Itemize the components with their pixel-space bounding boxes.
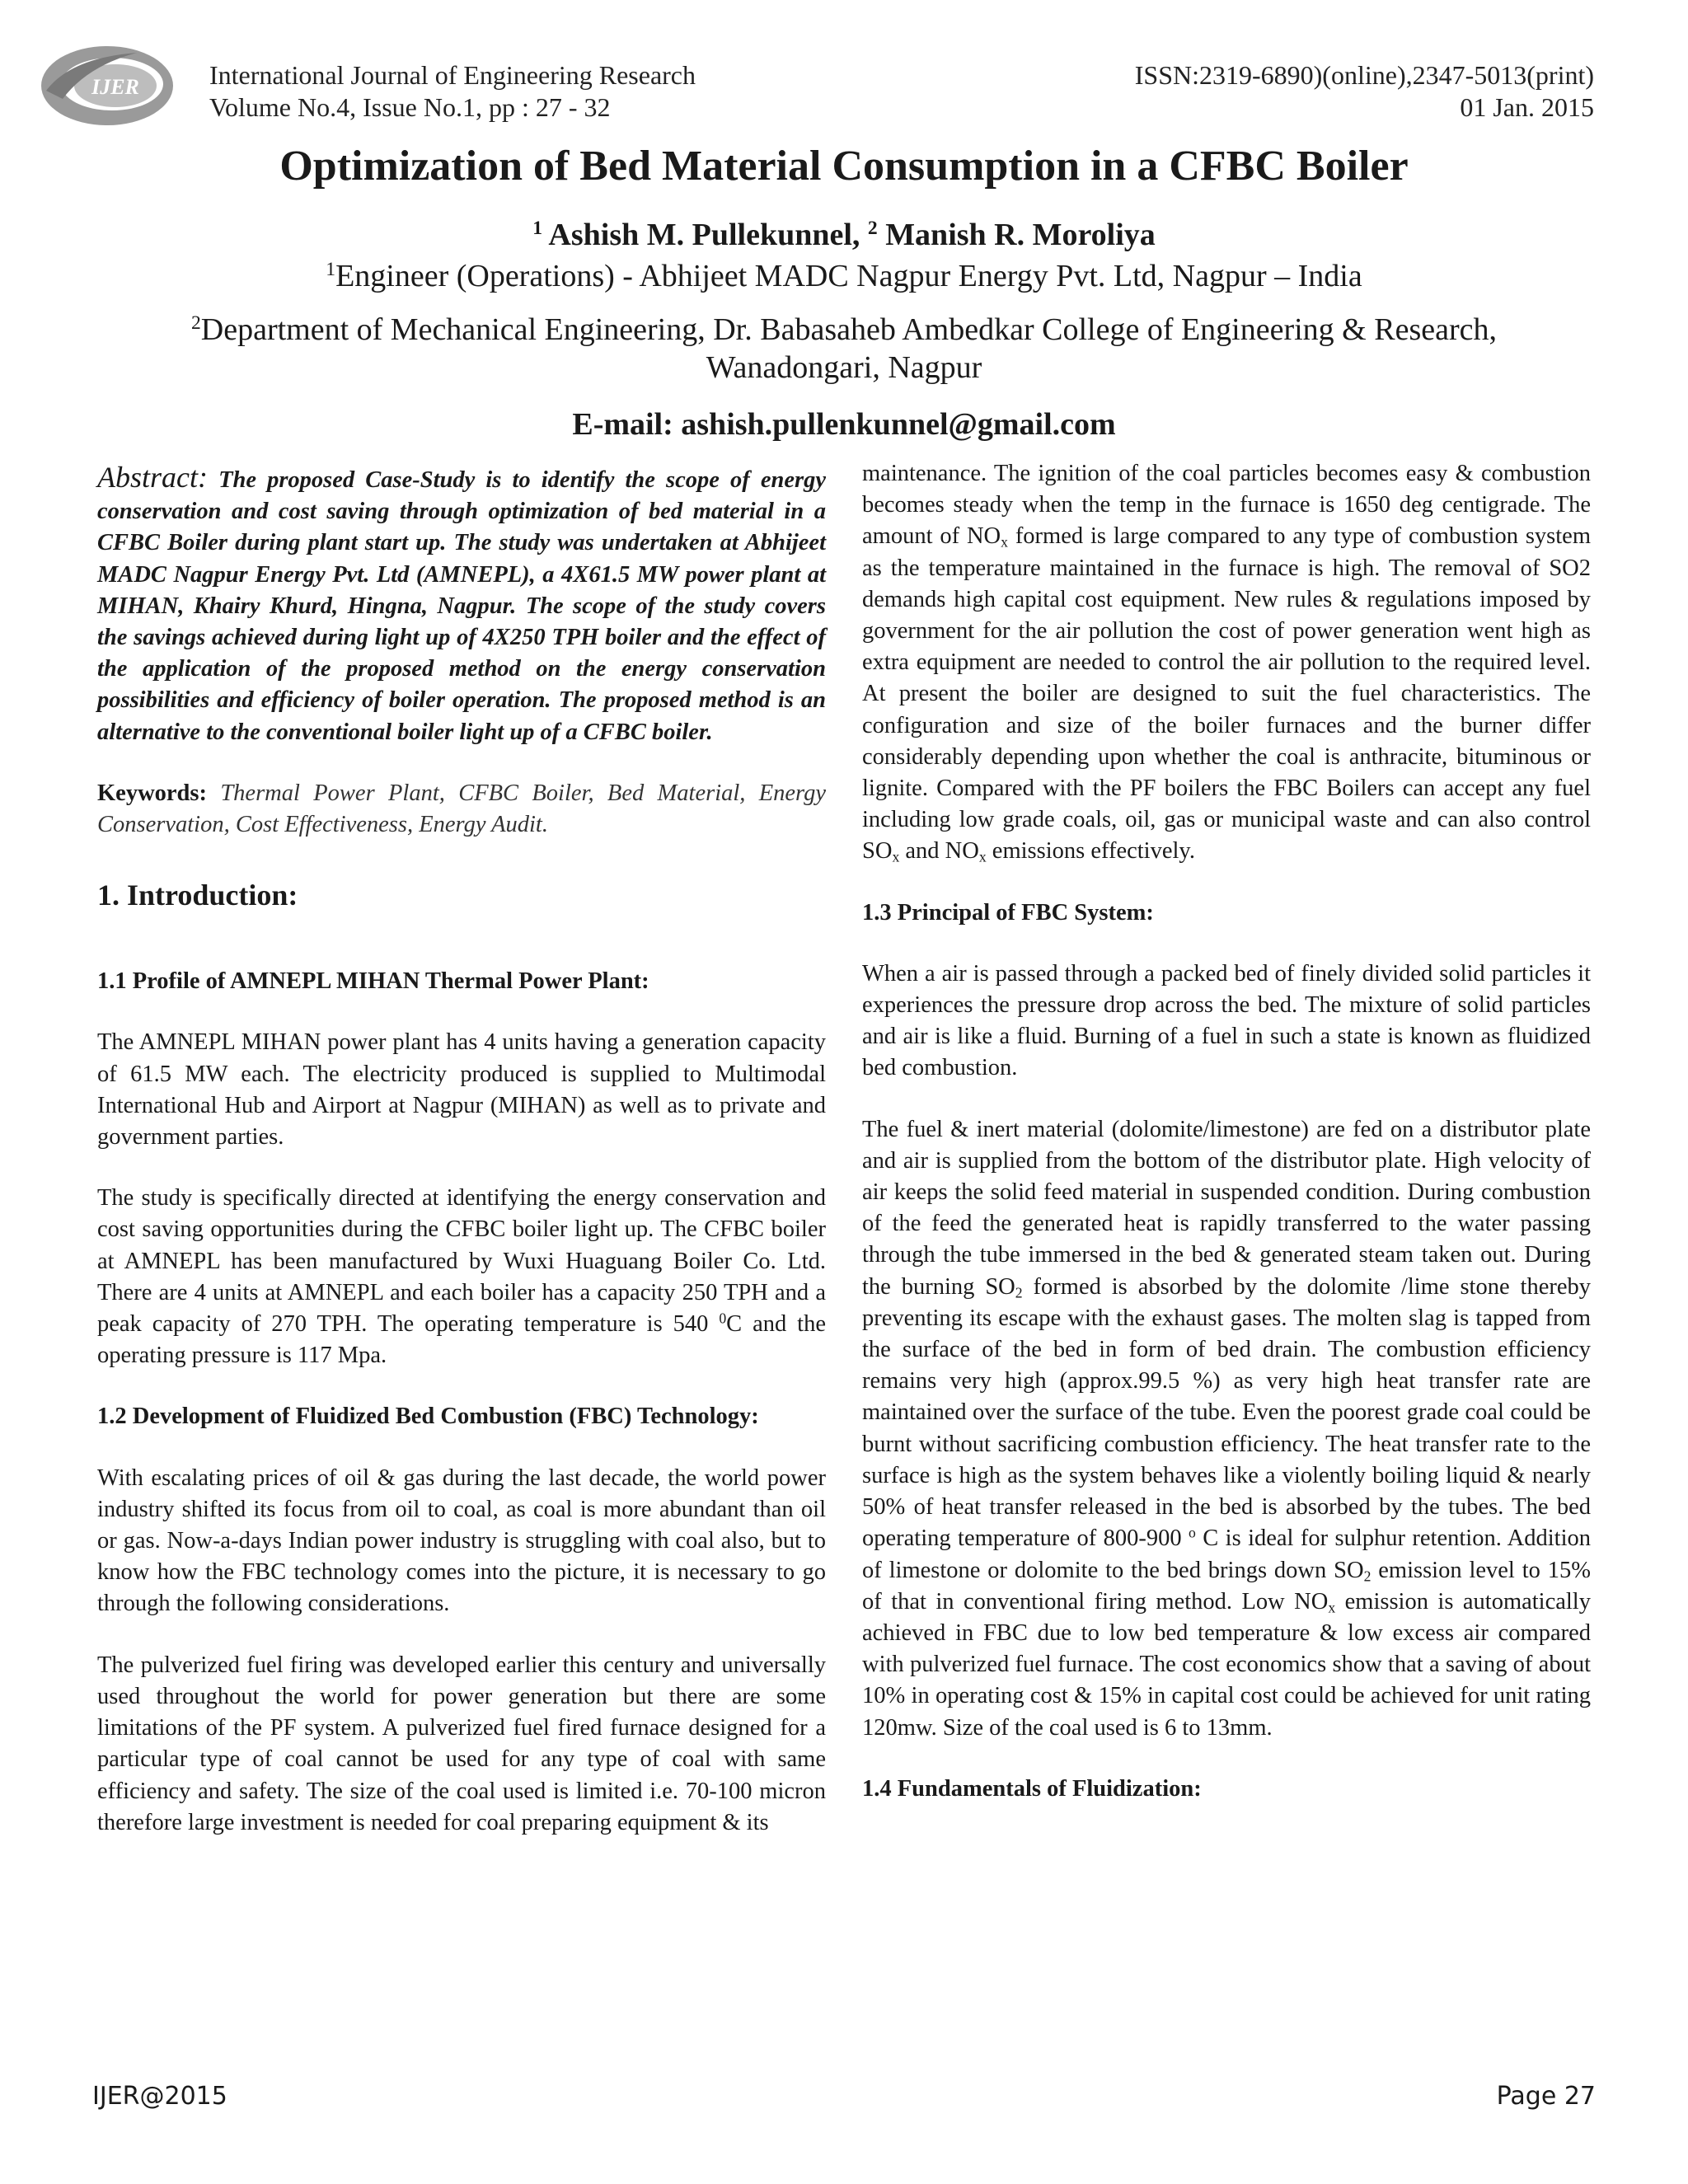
author-1: Ashish M. Pullekunnel, [542, 218, 868, 252]
paragraph-text: and NO [899, 838, 979, 865]
right-column [862, 458, 1591, 1805]
journal-volume: Volume No.4, Issue No.1, pp : 27 - 32 [209, 92, 611, 122]
affiliation-1-text: Engineer (Operations) - Abhijeet MADC Nagpur Energy Pvt. Ltd, Nagpur – India [335, 259, 1362, 293]
paragraph: When a air is passed through a packed bed of finely divided solid particles it experiences the pressure drop across the bed. The mixture of solid particles and air is like a fluid. Burning of a fuel in such a state is known as fluidized bed combustion. [862, 960, 1591, 1081]
subscript: x [892, 848, 900, 865]
abstract-text: The proposed Case-Study is to identify the scope of energy conservation and cost saving through optimization of bed material in a CFBC Boiler during plant start up. The study was undertaken at Abhijeet MADC Nagpur Energy Pvt. Ltd (AMNEPL), a 4X61.5 MW power plant at MIHAN, Khairy Khurd, Hingna, Nagpur. The scope of the study covers the savings achieved during light up of 4X250 TPH boiler and the effect of the application of the proposed method on the energy conservation possibilities and efficiency of boiler operation. The proposed method is an alternative to the conventional boiler light up of a CFBC boiler. [97, 467, 826, 745]
paragraph [97, 1183, 826, 1371]
paragraph: With escalating prices of oil & gas during the last decade, the world power industry shifted its focus from oil to coal, as coal is more abundant than oil or gas. Now-a-days Indian power industry is struggling with coal also, but to know how the FBC technology comes into the picture, it is necessary to go through the following considerations. [97, 1465, 826, 1617]
subscript: x [1328, 1599, 1336, 1616]
subsection-heading-1-4: 1.4 Fundamentals of Fluidization: [862, 1775, 1202, 1802]
paragraph-text: formed is large compared to any type of combustion system as the temperature maintained in the furnace is high. The removal of SO2 demands high capital cost equipment. New rules & regulations imposed by government for the air pollution the cost of power generation went high as extra equipment are needed to control the air pollution to the required level. At present the boiler are designed to suit the fuel characteristics. The configuration and size of the boiler furnaces and the burner differ considerably depending upon whether the coal is anthracite, bituminous or lignite. Compared with the PF boilers the FBC Boilers can accept any fuel including low grade coals, oil, gas or municipal waste and can also control SO [862, 523, 1591, 865]
author-2: Manish R. Moroliya [877, 218, 1156, 252]
subsection-heading-1-2: 1.2 Development of Fluidized Bed Combustion (FBC) Technology: [97, 1404, 759, 1430]
journal-issn: ISSN:2319-6890)(online),2347-5013(print) [1134, 60, 1594, 90]
superscript: o [1189, 1524, 1196, 1541]
affiliation-2 [124, 311, 1564, 387]
paragraph: The AMNEPL MIHAN power plant has 4 units having a generation capacity of 61.5 MW each. The electricity produced is supplied to Multimodal International Hub and Airport at Nagpur (MIHAN) as well as to private and government parties. [97, 1029, 826, 1151]
paragraph: The pulverized fuel firing was developed earlier this century and universally used throughout the world for power generation but there are some limitations of the PF system. A pulverized fuel fired furnace designed for a particular type of coal cannot be used for any type of coal with same efficiency and safety. The size of the coal used is limited i.e. 70-100 micron therefore large investment is needed for coal preparing equipment & its [97, 1652, 826, 1835]
paragraph-text: emission is automatically achieved in FBC due to low bed temperature & low excess air compared with pulverized fuel furnace. The cost economics show that a saving of about 10% in operating cost & 15% in capital cost could be achieved for unit rating 120mw. Size of the coal used is 6 to 13mm. [862, 1588, 1591, 1741]
paragraph [862, 1114, 1591, 1744]
footer-page-number: Page 27 [1496, 2082, 1596, 2111]
paragraph-text: C and the operating pressure is 117 Mpa. [97, 1311, 826, 1369]
paragraph-text: C is ideal for sulphur retention. Addition of limestone or dolomite to the bed brings down SO [862, 1526, 1591, 1583]
contact-email: E-mail: ashish.pullenkunnel@gmail.com [572, 407, 1116, 442]
logo-text: IJER [91, 75, 139, 99]
affiliation-2-text: Department of Mechanical Engineering, Dr. Babasaheb Ambedkar College of Engineering & Research, Wanadongari, Nagpur [200, 312, 1497, 385]
paragraph-text: maintenance. The ignition of the coal particles becomes easy & combustion becomes steady when the temp in the furnace is 1650 deg centigrade. The amount of NO [862, 461, 1591, 550]
subsection-heading-1-1: 1.1 Profile of AMNEPL MIHAN Thermal Power Plant: [97, 968, 649, 995]
affiliation-1-marker: 1 [326, 259, 336, 281]
ijer-logo-icon [38, 41, 176, 130]
affiliation-1 [0, 257, 1688, 295]
paragraph-text: formed is absorbed by the dolomite /lime stone thereby preventing its escape with the exhaust gases. The molten slag is tapped from the surface of the bed in form of bed drain. The combustion efficiency remains very high (approx.99.5 %) as very high heat transfer rate are maintained over the surface of the tube. Even the poorest grade coal could be burnt without sacrificing combustion efficiency. The heat transfer rate to the surface is high as the system behaves like a violently boiling liquid & nearly 50% of heat transfer released in the bed is absorbed by the tubes. The bed operating temperature of 800-900 [862, 1273, 1591, 1552]
author-list [0, 216, 1688, 254]
subscript: x [978, 848, 987, 865]
section-heading-introduction: 1. Introduction: [97, 879, 298, 912]
paragraph-text: emission level to 15% of that in conventional firing method. Low NO [862, 1557, 1591, 1615]
affiliation-2-marker: 2 [190, 312, 201, 335]
subscript: 2 [1363, 1567, 1372, 1584]
author-1-marker: 1 [532, 218, 542, 240]
journal-name: International Journal of Engineering Research [209, 60, 696, 90]
keywords-label: Keywords: [97, 780, 207, 806]
superscript: 0 [719, 1310, 727, 1327]
paragraph-text: The fuel & inert material (dolomite/limestone) are fed on a distributor plate and air is supplied from the bottom of the distributor plate. High velocity of air keeps the solid feed material in suspended condition. During combustion of the feed the generated heat is rapidly transferred to the water passing through the tube immersed in the bed & generated steam taken out. During the burning SO [862, 1116, 1591, 1300]
abstract-label: Abstract: [97, 461, 208, 494]
subscript: 2 [1015, 1284, 1023, 1301]
subscript: x [1001, 533, 1008, 551]
paragraph [862, 458, 1591, 868]
paper-title: Optimization of Bed Material Consumption in a CFBC Boiler [279, 143, 1409, 190]
paragraph-text: emissions effectively. [986, 838, 1195, 865]
footer-copyright: IJER@2015 [92, 2082, 227, 2111]
journal-logo [38, 41, 176, 130]
paragraph-text: The study is specifically directed at identifying the energy conservation and cost saving opportunities during the CFBC boiler light up. The CFBC boiler at AMNEPL has been manufactured by Wuxi Huaguang Boiler Co. Ltd. There are 4 units at AMNEPL and each boiler has a capacity 250 TPH and a peak capacity of 270 TPH. The operating temperature is 540 [97, 1185, 826, 1338]
subsection-heading-1-3: 1.3 Principal of FBC System: [862, 899, 1154, 926]
author-2-marker: 2 [867, 218, 878, 240]
journal-date: 01 Jan. 2015 [1460, 92, 1594, 122]
left-column [97, 462, 826, 1839]
keywords [97, 778, 826, 841]
keywords-text: Thermal Power Plant, CFBC Boiler, Bed Material, Energy Conservation, Cost Effectiveness, Energy Audit. [97, 780, 826, 838]
abstract [97, 462, 826, 748]
